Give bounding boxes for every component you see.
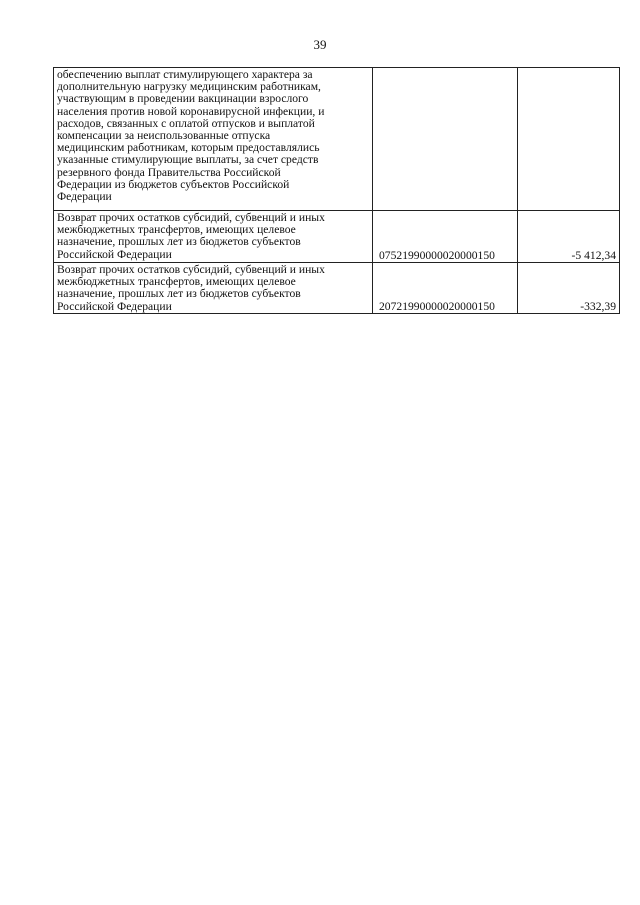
row-name-cell: Возврат прочих остатков субсидий, субвенций и иных межбюджетных трансфертов, имеющих целевое назначение, прошлых лет из бюджетов субъектов Российской Федерации xyxy=(54,263,373,314)
page-number: 39 xyxy=(313,37,327,52)
row-code-cell: 20721990000020000150 xyxy=(373,263,518,314)
table-row xyxy=(54,263,620,314)
row-code-cell: 07521990000020000150 xyxy=(373,211,518,263)
row-amount-cell: -332,39 xyxy=(518,263,620,314)
row-name-cell: обеспечению выплат стимулирующего характера за дополнительную нагрузку медицинским работникам, участвующим в проведении вакцинации взрослого населения против новой коронавирусной инфекции, и расходов, связанных с оплатой отпусков и выплатой компенсации за неиспользованные отпуска медицинским работникам, которым предоставлялись указанные стимулирующие выплаты, за счет средств резервного фонда Правительства Российской Федерации из бюджетов субъектов Российской Федерации xyxy=(54,68,373,211)
row-code-cell xyxy=(373,68,518,211)
row-amount-cell xyxy=(518,68,620,211)
table-row xyxy=(54,68,620,211)
budget-table xyxy=(53,67,620,314)
row-amount-cell: -5 412,34 xyxy=(518,211,620,263)
table-row xyxy=(54,211,620,263)
row-name-cell: Возврат прочих остатков субсидий, субвенций и иных межбюджетных трансфертов, имеющих целевое назначение, прошлых лет из бюджетов субъектов Российской Федерации xyxy=(54,211,373,263)
